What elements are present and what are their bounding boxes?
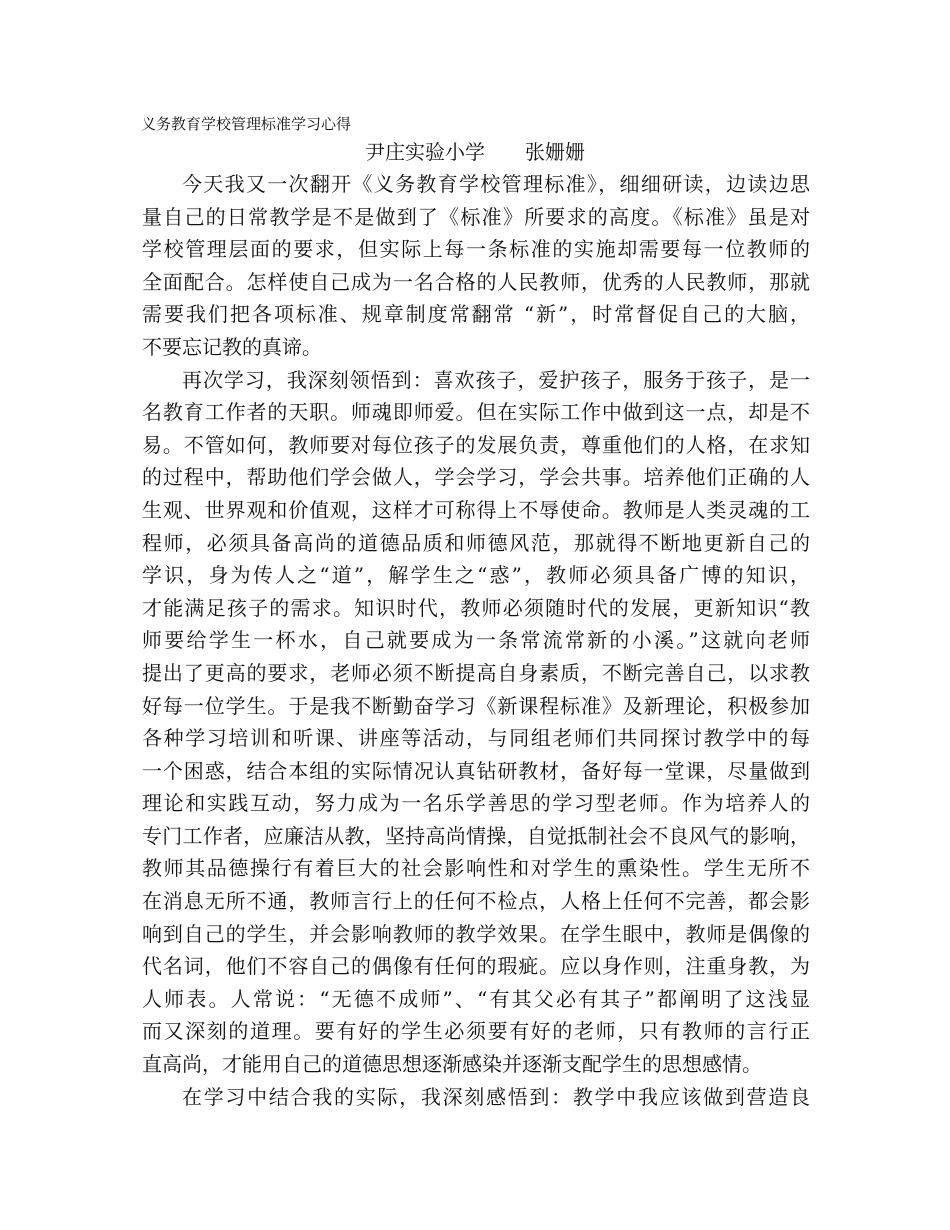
paragraph xyxy=(142,1081,810,1114)
paragraph-line: 代名词，他们不容自己的偶像有任何的瑕疵。应以身作则，注重身教，为 xyxy=(142,954,810,979)
paragraph-line: 各种学习培训和听课、讲座等活动，与同组老师们共同探讨教学中的每 xyxy=(142,726,810,751)
paragraph-line: 易。不管如何，教师要对每位孩子的发展负责，尊重他们的人格，在求知 xyxy=(142,432,810,457)
paragraph-line: 的过程中，帮助他们学会做人，学会学习，学会共事。培养他们正确的人 xyxy=(142,465,810,490)
paragraph-line: 名教育工作者的天职。师魂即师爱。但在实际工作中做到这一点，却是不 xyxy=(142,400,810,425)
paragraph-line: 提出了更高的要求，老师必须不断提高自身素质，不断完善自己，以求教 xyxy=(142,660,810,685)
paragraph-line: 在学习中结合我的实际，我深刻感悟到：教学中我应该做到营造良 xyxy=(182,1084,810,1109)
paragraph-line: 学识，身为传人之“道”，解学生之“惑”，教师必须具备广博的知识， xyxy=(142,563,810,588)
paragraph-line: 一个困惑，结合本组的实际情况认真钻研教材，备好每一堂课，尽量做到 xyxy=(142,758,810,783)
paragraph-line: 而又深刻的道理。要有好的学生必须要有好的老师，只有教师的言行正 xyxy=(142,1019,810,1044)
paragraph-line: 理论和实践互动，努力成为一名乐学善思的学习型老师。作为培养人的 xyxy=(142,791,810,816)
author-name: 张姗姗 xyxy=(525,140,585,164)
paragraph-line: 师要给学生一杯水，自己就要成为一条常流常新的小溪。”这就向老师 xyxy=(142,628,810,653)
paragraph xyxy=(142,364,810,1081)
document-body xyxy=(142,168,810,1113)
paragraph-line: 教师其品德操行有着巨大的社会影响性和对学生的熏染性。学生无所不 xyxy=(142,856,810,881)
paragraph-line: 直高尚，才能用自己的道德思想逐渐感染并逐渐支配学生的思想感情。 xyxy=(142,1052,762,1077)
paragraph-line: 在消息无所不通，教师言行上的任何不检点，人格上任何不完善，都会影 xyxy=(142,889,810,914)
author-byline xyxy=(0,138,950,166)
author-school: 尹庄实验小学 xyxy=(365,140,485,164)
paragraph-line: 人师表。人常说：“无德不成师”、“有其父必有其子”都阐明了这浅显 xyxy=(142,986,810,1011)
paragraph-line: 今天我又一次翻开《义务教育学校管理标准》，细细研读，边读边思 xyxy=(182,172,810,196)
paragraph-line: 才能满足孩子的需求。知识时代，教师必须随时代的发展，更新知识“教 xyxy=(142,595,810,620)
paragraph-line: 学校管理层面的要求，但实际上每一条标准的实施却需要每一位教师的 xyxy=(142,237,810,262)
paragraph xyxy=(142,168,810,364)
paragraph-line: 程师，必须具备高尚的道德品质和师德风范，那就得不断地更新自己的 xyxy=(142,530,810,555)
paragraph-line: 响到自己的学生，并会影响教师的教学效果。在学生眼中，教师是偶像的 xyxy=(142,921,810,946)
document-title: 义务教育学校管理标准学习心得 xyxy=(141,115,352,133)
paragraph-line: 生观、世界观和价值观，这样才可称得上不辱使命。教师是人类灵魂的工 xyxy=(142,497,810,522)
paragraph-line: 需要我们把各项标准、规章制度常翻常 “新”，时常督促自己的大脑， xyxy=(142,302,810,327)
paragraph-line: 专门工作者，应廉洁从教，坚持高尚情操，自觉抵制社会不良风气的影响， xyxy=(142,823,810,848)
paragraph-line: 不要忘记教的真谛。 xyxy=(142,334,322,359)
paragraph-line: 量自己的日常教学是不是做到了《标准》所要求的高度。《标准》虽是对 xyxy=(142,204,810,229)
paragraph-line: 好每一位学生。于是我不断勤奋学习《新课程标准》及新理论，积极参加 xyxy=(142,693,810,718)
paragraph-line: 再次学习，我深刻领悟到：喜欢孩子，爱护孩子，服务于孩子，是一 xyxy=(182,367,810,392)
paragraph-line: 全面配合。怎样使自己成为一名合格的人民教师，优秀的人民教师，那就 xyxy=(142,269,810,294)
